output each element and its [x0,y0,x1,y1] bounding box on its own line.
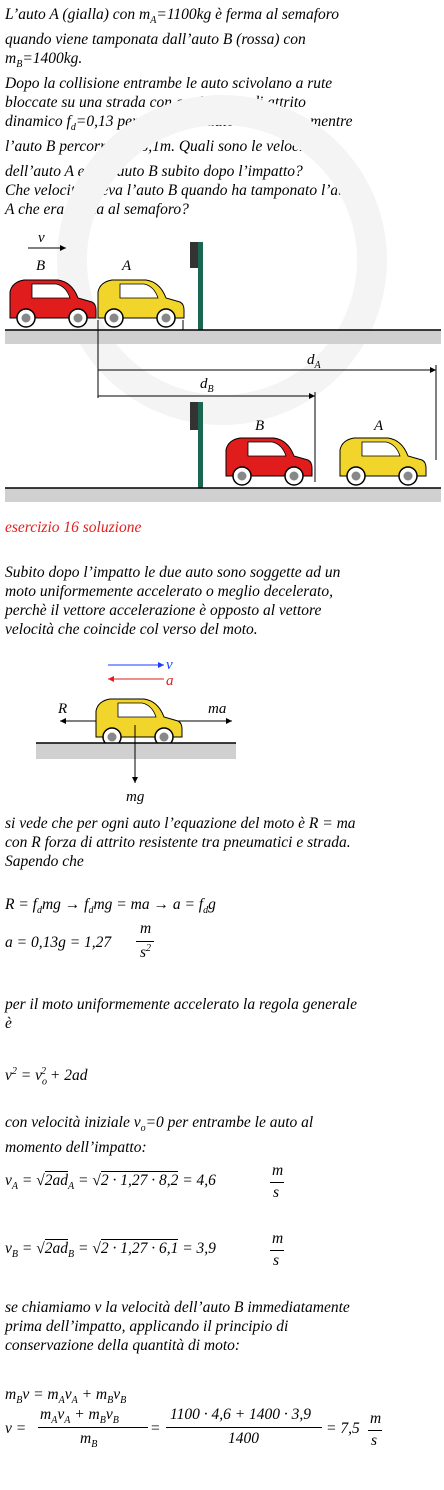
equals-sign: = [150,1420,161,1437]
unit-s2: $s^2$ [140,943,152,962]
problem-text: L’auto A (gialla) con $m_A=1100kg$ è ferma al semaforo quando viene tamponata dall’auto B (rossa) con $m_B=1400kg$. Dopo la collisione entrambe le auto scivolano a rute bloccate su una strada con coefficiente di attrito dinamico $f_d=0,13$ percorrendo l’auto A $d_A=8,2m$ mentre l’auto B percorre $d_B=6,1m$. Quali sono le velocità dell’auto A e dell’auto B subito dopo l’impatto? Che velocità aveva l’auto B quando ha tamponato l’auto A che era ferma al semaforo? [5,6,358,219]
frac2-numerator: 1100 · 4,6 + 1400 · 3,9 [170,1406,312,1423]
unit-s-vA: s [273,1184,280,1201]
friction-label: R [58,701,68,717]
paragraph-2: si vede che per ogni auto l’equazione del moto è R = ma con R forza di attrito resistente tra pneumatici e strada. Sapendo che [5,815,356,870]
dB-label: $d_B$ [200,376,214,395]
a-vector-label: a [166,673,174,689]
equation-vB: $v_B = √2ad_B = √2 \cdot 1,27 \cdot 6,1 = 3,9$ [5,1240,216,1261]
equation-v-lhs: v = [5,1420,27,1437]
equation-v-result: = 7,5 [326,1420,360,1437]
collision-figure [0,220,444,510]
car-A2-yellow [340,438,426,485]
car-B2-label: B [255,418,265,434]
car-A-label: A [122,258,132,274]
unit-s-vB: s [273,1252,280,1269]
ma-label: ma [208,701,227,717]
paragraph-3: per il moto uniformemente accelerato la regola generale è [5,996,357,1032]
v-label: v [38,230,45,246]
equation-kinematics: $v^2 = v_o^2 + 2ad$ [5,1066,88,1088]
unit-m-v: m [370,1410,382,1427]
car-yellow-forces [96,699,182,746]
dA-label: $d_A$ [307,352,321,371]
unit-m: m [140,920,152,937]
solution-paragraph-1: Subito dopo l’impatto le due auto sono soggette ad un moto uniformemente accelerato o meglio decelerato, perchè il vettore accelerazione è opposto al vettore velocità che coincide col verso del moto. [5,564,341,638]
paragraph-4: con velocità iniziale $v_o=0$ per entrambe le auto al momento dell’impatto: [5,1114,314,1157]
car-B-label: B [36,258,46,274]
frac2-denominator: 1400 [228,1430,259,1447]
equation-friction: $R = f_dmg \to f_dmg$ = ma → $a = f_dg$ [5,896,216,917]
unit-m-vA: m [272,1162,284,1179]
mg-label: mg [126,789,145,805]
car-A2-label: A [374,418,384,434]
equation-momentum: $m_Bv = m_Av_A + m_Bv_B$ [5,1386,127,1407]
unit-m-vB: m [272,1230,284,1247]
car-B2-red [226,438,312,485]
car-A-yellow [98,280,184,327]
frac1-denominator: $m_B$ [80,1430,98,1451]
frac1-numerator: $m_Av_A + m_Bv_B$ [40,1406,119,1427]
equation-vA: $v_A = √2ad_A = √2 \cdot 1,27 \cdot 8,2 = 4,6$ [5,1172,216,1193]
solution-heading: esercizio 16 soluzione [5,519,142,536]
forces-figure [0,655,444,805]
v-vector-label: v [166,657,173,673]
paragraph-5: se chiamiamo v la velocità dell’auto B immediatamente prima dell’impatto, applicando il principio di conservazione della quantità di moto: [5,1299,350,1354]
unit-s-v: s [371,1432,378,1449]
equation-acceleration: a = 0,13g = 1,27 [5,934,112,951]
